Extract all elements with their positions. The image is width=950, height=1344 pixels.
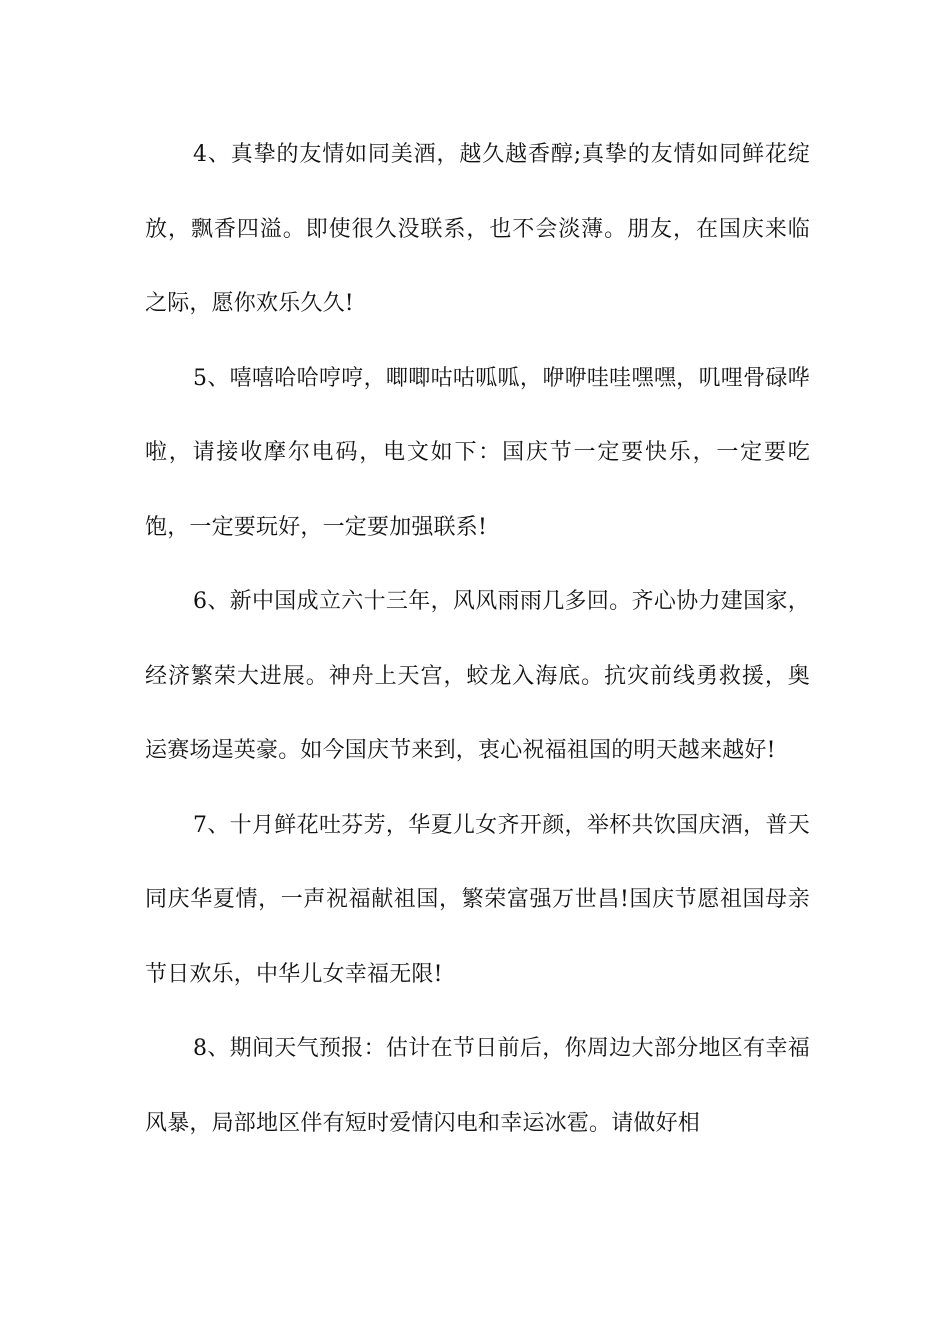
document-body xyxy=(145,118,810,1161)
paragraph-6: 6、新中国成立六十三年，风风雨雨几多回。齐心协力建国家，经济繁荣大进展。神舟上天宫，蛟龙入海底。抗灾前线勇救援，奥运赛场逞英豪。如今国庆节来到，衷心祝福祖国的明天越来越好! xyxy=(145,589,810,763)
paragraph-5: 5、嘻嘻哈哈哼哼，唧唧咕咕呱呱，咿咿哇哇嘿嘿，叽哩骨碌哗啦，请接收摩尔电码，电文如下：国庆节一定要快乐，一定要吃饱，一定要玩好，一定要加强联系! xyxy=(145,365,810,540)
paragraph-4: 4、真挚的友情如同美酒，越久越香醇;真挚的友情如同鲜花绽放，飘香四溢。即使很久没联系，也不会淡薄。朋友，在国庆来临之际，愿你欢乐久久! xyxy=(145,142,810,316)
paragraph-7: 7、十月鲜花吐芬芳，华夏儿女齐开颜，举杯共饮国庆酒，普天同庆华夏情，一声祝福献祖国，繁荣富强万世昌!国庆节愿祖国母亲节日欢乐，中华儿女幸福无限! xyxy=(145,812,810,987)
paragraph-8: 8、期间天气预报：估计在节日前后，你周边大部分地区有幸福风暴，局部地区伴有短时爱情闪电和幸运冰雹。请做好相 xyxy=(145,1036,810,1136)
